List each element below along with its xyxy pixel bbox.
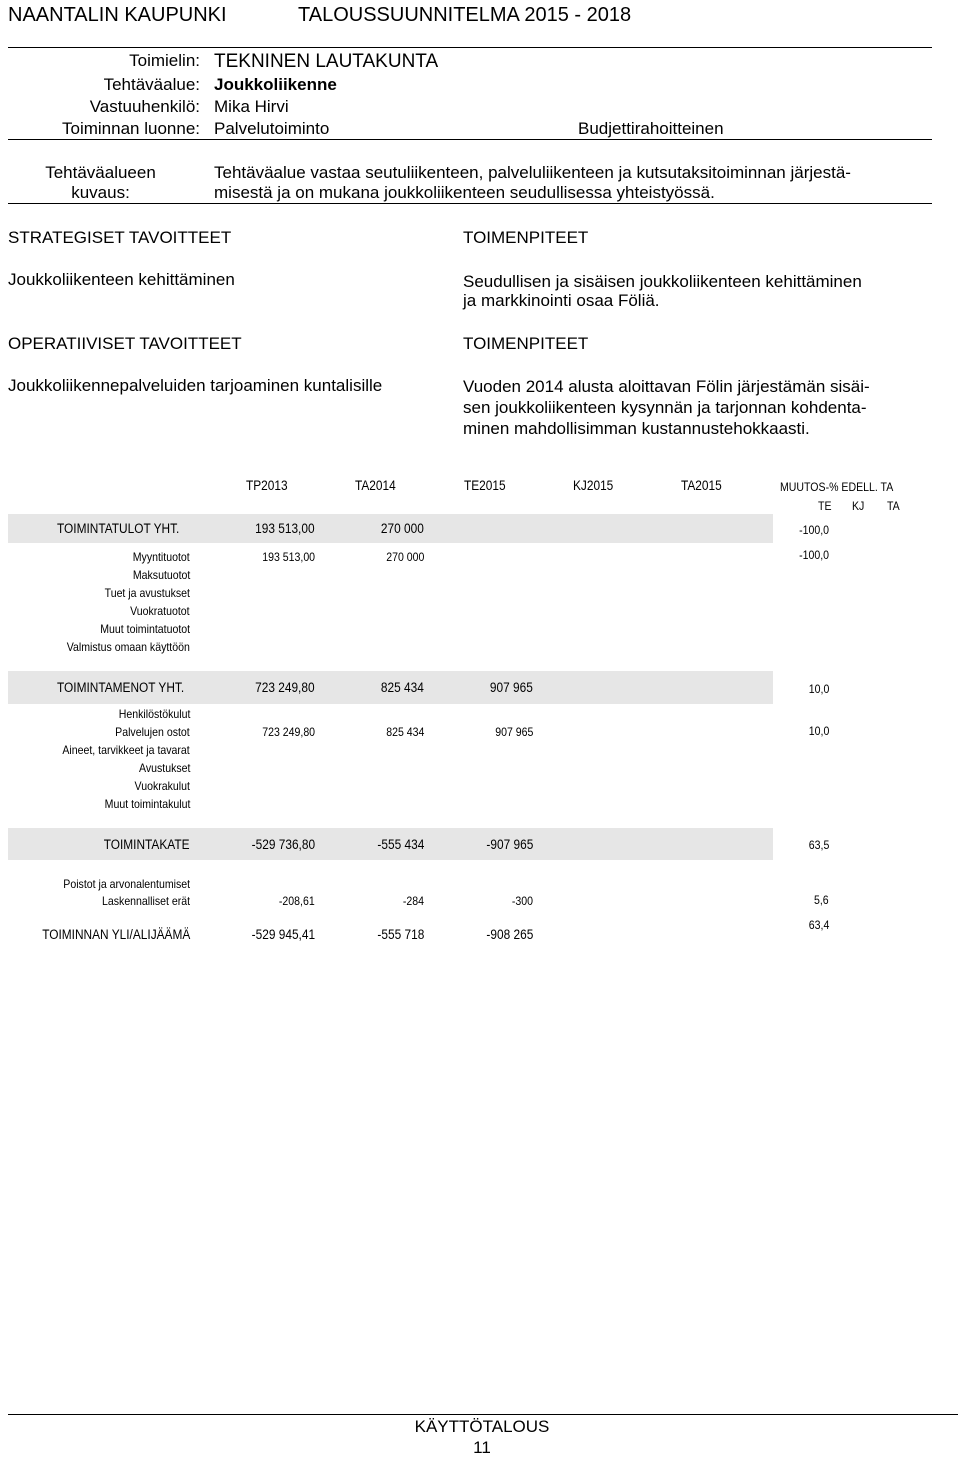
actions2-heading: TOIMENPITEET <box>463 334 589 353</box>
col-muutos-ta: TA <box>887 499 900 513</box>
col-muutos-kj: KJ <box>852 499 865 513</box>
luonne-label: Toiminnan luonne: <box>62 119 200 138</box>
toimintakate-ta2014: -555 434 <box>377 837 424 852</box>
kuvaus-label-2: kuvaus: <box>71 183 130 202</box>
actions2-line3: minen mahdollisimman kustannustehokkaasti. <box>463 419 810 438</box>
info-rule <box>8 139 932 140</box>
menot-item-vuokrakulut: Vuokrakulut <box>134 779 190 793</box>
myyntituotot-ta2014: 270 000 <box>385 550 424 564</box>
kuvaus-text-1: Tehtäväalue vastaa seutuliikenteen, palveluliikenteen ja kutsutaksitoiminnan järjestä- <box>214 163 851 182</box>
ylijaama-label: TOIMINNAN YLI/ALIJÄÄMÄ <box>41 927 190 942</box>
tulot-item-myyntituotot: Myyntituotot <box>133 550 190 564</box>
col-kj2015: KJ2015 <box>573 478 614 493</box>
palvelujen-ostot-ta2014: 825 434 <box>385 725 424 739</box>
col-tp2013: TP2013 <box>246 478 288 493</box>
ylijaama-ta2014: -555 718 <box>377 927 424 942</box>
ylijaama-tp2013: -529 945,41 <box>251 927 315 942</box>
footer-section: KÄYTTÖTALOUS <box>414 1417 550 1436</box>
footer-rule <box>8 1414 958 1415</box>
strategic-item: Joukkoliikenteen kehittäminen <box>8 270 235 289</box>
laskennalliset-ta2014: -284 <box>402 894 424 908</box>
tehtavaalue-label: Tehtäväalue: <box>103 75 200 94</box>
org-name: NAANTALIN KAUPUNKI <box>8 4 227 26</box>
col-ta2014: TA2014 <box>355 478 396 493</box>
strategic-heading: STRATEGISET TAVOITTEET <box>8 228 232 247</box>
actions2-line1: Vuoden 2014 alusta aloittavan Fölin järjestämän sisäi- <box>463 377 870 396</box>
toimintakate-muutos: 63,5 <box>808 838 829 852</box>
tulot-item-muut: Muut toimintatuotot <box>100 622 190 636</box>
toimintamenot-ta2014: 825 434 <box>381 680 424 695</box>
ylijaama-muutos: 63,4 <box>808 918 829 932</box>
toimintakate-tp2013: -529 736,80 <box>251 837 315 852</box>
toimintamenot-te2015: 907 965 <box>490 680 533 695</box>
myyntituotot-tp2013: 193 513,00 <box>262 550 315 564</box>
operative-heading: OPERATIIVISET TAVOITTEET <box>8 334 242 353</box>
operative-item: Joukkoliikennepalveluiden tarjoaminen kuntalisille <box>8 376 383 395</box>
toimintakate-label: TOIMINTAKATE <box>104 837 190 852</box>
document-title: TALOUSSUUNNITELMA 2015 - 2018 <box>298 4 632 26</box>
laskennalliset-muutos: 5,6 <box>814 893 829 907</box>
tehtavaalue-value: Joukkoliikenne <box>214 75 337 94</box>
actions1-line2: ja markkinointi osaa Föliä. <box>463 291 660 310</box>
kuvaus-text-2: misestä ja on mukana joukkoliikenteen seudullisessa yhteistyössä. <box>214 183 715 202</box>
palvelujen-ostot-tp2013: 723 249,80 <box>262 725 315 739</box>
laskennalliset-tp2013: -208,61 <box>279 894 315 908</box>
luonne-value: Palvelutoiminto <box>214 119 330 138</box>
kuvaus-rule <box>8 203 932 204</box>
ylijaama-te2015: -908 265 <box>486 927 533 942</box>
tulot-item-tuet: Tuet ja avustukset <box>104 586 190 600</box>
col-te2015: TE2015 <box>464 478 506 493</box>
header-rule <box>8 47 932 48</box>
toimielin-value: TEKNINEN LAUTAKUNTA <box>214 51 439 72</box>
menot-item-palvelujen-ostot: Palvelujen ostot <box>115 725 190 739</box>
page-number: 11 <box>473 1438 491 1457</box>
toimintamenot-tp2013: 723 249,80 <box>255 680 315 695</box>
palvelujen-ostot-te2015: 907 965 <box>494 725 533 739</box>
actions1-line1: Seudullisen ja sisäisen joukkoliikenteen kehittäminen <box>463 272 862 291</box>
laskennalliset-te2015: -300 <box>511 894 533 908</box>
vastuuhenkilo-value: Mika Hirvi <box>214 97 289 116</box>
menot-item-avustukset: Avustukset <box>138 761 190 775</box>
vastuuhenkilo-label: Vastuuhenkilö: <box>89 97 200 116</box>
toimintatulot-tp2013: 193 513,00 <box>255 521 315 536</box>
toimintakate-te2015: -907 965 <box>486 837 533 852</box>
actions1-heading: TOIMENPITEET <box>463 228 589 247</box>
toimintatulot-muutos: -100,0 <box>799 523 829 537</box>
tulot-item-vuokratuotot: Vuokratuotot <box>130 604 190 618</box>
toimielin-label: Toimielin: <box>129 51 200 70</box>
laskennalliset-label: Laskennalliset erät <box>101 894 190 908</box>
toimintatulot-label: TOIMINTATULOT YHT. <box>57 521 180 536</box>
tulot-item-maksutuotot: Maksutuotot <box>132 568 190 582</box>
budget-type: Budjettirahoitteinen <box>578 119 724 138</box>
poistot-label: Poistot ja arvonalentumiset <box>63 877 190 891</box>
menot-item-aineet: Aineet, tarvikkeet ja tavarat <box>62 743 190 757</box>
toimintatulot-ta2014: 270 000 <box>381 521 424 536</box>
kuvaus-label-1: Tehtäväalueen <box>45 163 156 182</box>
palvelujen-ostot-muutos: 10,0 <box>808 724 829 738</box>
col-muutos: MUUTOS-% EDELL. TA <box>780 480 894 494</box>
menot-item-muut: Muut toimintakulut <box>104 797 190 811</box>
menot-item-henkilosto: Henkilöstökulut <box>118 707 190 721</box>
myyntituotot-muutos: -100,0 <box>799 548 829 562</box>
toimintamenot-muutos: 10,0 <box>808 682 829 696</box>
actions2-line2: sen joukkoliikenteen kysynnän ja tarjonnan kohdenta- <box>463 398 867 417</box>
toimintamenot-label: TOIMINTAMENOT YHT. <box>57 680 185 695</box>
tulot-item-valmistus: Valmistus omaan käyttöön <box>66 640 190 654</box>
col-ta2015: TA2015 <box>681 478 722 493</box>
col-muutos-te: TE <box>818 499 832 513</box>
